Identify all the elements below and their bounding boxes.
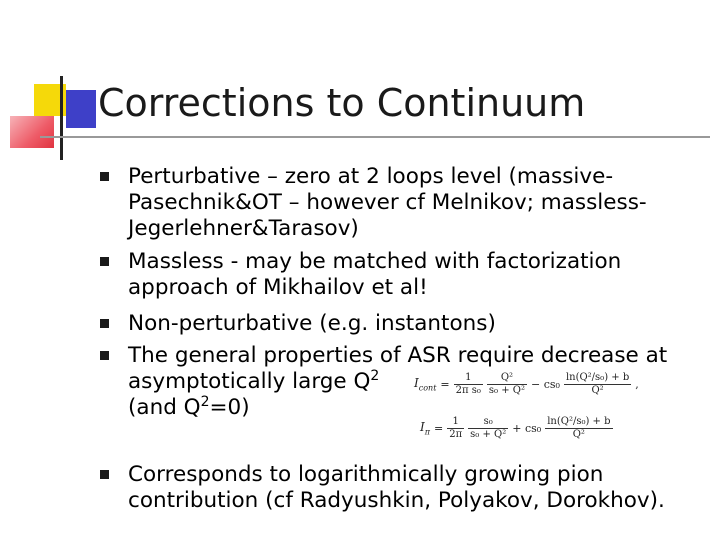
bullet-text-line: The general properties of ASR require decrease at xyxy=(128,343,668,368)
bullet-marker xyxy=(100,351,109,360)
bullet-marker xyxy=(100,257,109,266)
bullet-marker xyxy=(100,319,109,328)
slide-title: Corrections to Continuum xyxy=(98,81,586,125)
decor-vertical-line xyxy=(60,76,63,160)
decor-pink-square xyxy=(10,116,54,148)
decor-blue-square xyxy=(66,90,96,128)
bullet-text-line: (and $Q^2=0$) xyxy=(128,393,250,420)
bullet-text: Massless - may be matched with factorization approach of Mikhailov et al! xyxy=(128,249,622,300)
formula-i-cont: $I_{cont}$ = $\frac{1}{\text{2π s₀}}$ $\frac{\text{Q²}}{\text{s₀ + Q²}}$ − cs₀ $\frac{\text{ln(Q²/s₀) + b}}{\text{Q²}}$ , xyxy=(414,372,639,396)
bullet-marker xyxy=(100,470,109,479)
bullet-text-line: asymptotically large $Q^2$ xyxy=(128,367,380,394)
bullet-item-nonperturbative xyxy=(128,311,688,337)
bullet-text: Corresponds to logarithmically growing pion contribution (cf Radyushkin, Polyakov, Dorokhov). xyxy=(128,462,665,513)
bullet-item-massless xyxy=(128,249,688,301)
bullet-marker xyxy=(100,172,109,181)
title-underline xyxy=(40,136,710,138)
bullet-text: Non-perturbative (e.g. instantons) xyxy=(128,311,496,336)
formula-i-pi: $I_\pi$ = $\frac{1}{2\pi}$ $\frac{\text{s₀}}{\text{s₀ + Q²}}$ + cs₀ $\frac{\text{ln(Q²/s₀) + b}}{\text{Q²}}$ xyxy=(420,416,611,440)
bullet-text: Perturbative – zero at 2 loops level (massive-Pasechnik&OT – however cf Melnikov; massless-Jegerlehner&Tarasov) xyxy=(128,164,647,241)
bullet-item-perturbative xyxy=(128,164,688,242)
bullet-item-pion-contribution xyxy=(128,462,688,514)
